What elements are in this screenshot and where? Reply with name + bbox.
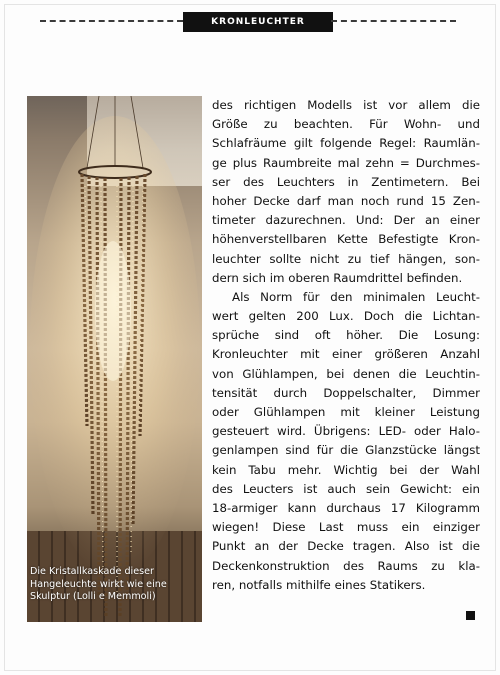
article-line: Größe zu beachten. Für Wohn- und	[212, 117, 480, 132]
article-line: Punkt an der Decke tragen. Also ist die	[212, 539, 480, 554]
article-line: kein Tabu mehr. Wichtig bei der Wahl	[212, 462, 480, 477]
article-line: wert gelten 200 Lux. Doch die Lichtan-	[212, 309, 480, 324]
article-line: dern sich im oberen Raumdrittel befinden.	[212, 270, 463, 285]
article-line: des Leucters ist auch sein Gewicht: ein	[212, 481, 480, 496]
article-line: timeter dazurechnen. Und: Der an einer	[212, 213, 480, 228]
article-line: von Glühlampen, bei denen die Leuchtin-	[212, 366, 480, 381]
article-line: tensität durch Doppelschalter, Dimmer	[212, 385, 480, 400]
header-rule-left	[40, 20, 183, 22]
caption-line: Skulptur (Lolli e Memmoli)	[30, 591, 156, 602]
black-square-end-mark-icon	[466, 611, 475, 620]
article-line: Kronleuchter mit einer größeren Anzahl	[212, 347, 480, 362]
article-line: ren, notfalls mithilfe eines Statikers.	[212, 577, 426, 592]
article-line: des richtigen Modells ist vor allem die	[212, 98, 480, 112]
article-line: ge plus Raumbreite mal zehn = Durchmes-	[212, 155, 480, 170]
photo-caption	[30, 566, 200, 604]
article-body	[212, 96, 480, 595]
article-line: leuchter sollte nicht zu tief hängen, son-	[212, 251, 480, 266]
article-line: Schlafräume gilt folgende Regel: Raumlän-	[212, 136, 480, 151]
article-line: gesteuert wird. Übrigens: LED- oder Halo-	[212, 424, 480, 439]
caption-line: Hangeleuchte wirkt wie eine	[30, 578, 167, 590]
article-line: ser des Leuchters in Zentimetern. Bei	[212, 174, 480, 189]
header-rule-right	[331, 20, 456, 22]
article-line: genlampen sind für die Glanzstücke längst	[212, 443, 480, 458]
article-line: oder Glühlampen mit kleiner Leistung	[212, 405, 480, 419]
chandelier-illustration	[27, 96, 202, 622]
article-line: wiegen! Diese Last muss ein einziger	[212, 520, 480, 535]
section-header-label: KRONLEUCHTER	[183, 12, 333, 32]
article-line: Als Norm für den minimalen Leucht-	[232, 289, 480, 304]
article-line: höhenverstellbaren Kette Befestigte Kron-	[212, 232, 480, 247]
article-line: 18-armiger kann durchaus 17 Kilogramm	[212, 500, 480, 515]
article-line: Deckenkonstruktion des Raums zu kla-	[212, 558, 480, 573]
article-line: hoher Decke darf man noch rund 15 Zen-	[212, 193, 480, 208]
chandelier-photo	[27, 96, 202, 622]
article-line: sprüche sind oft höher. Die Losung:	[212, 328, 480, 343]
caption-line: Die Kristallkaskade dieser	[30, 566, 154, 577]
